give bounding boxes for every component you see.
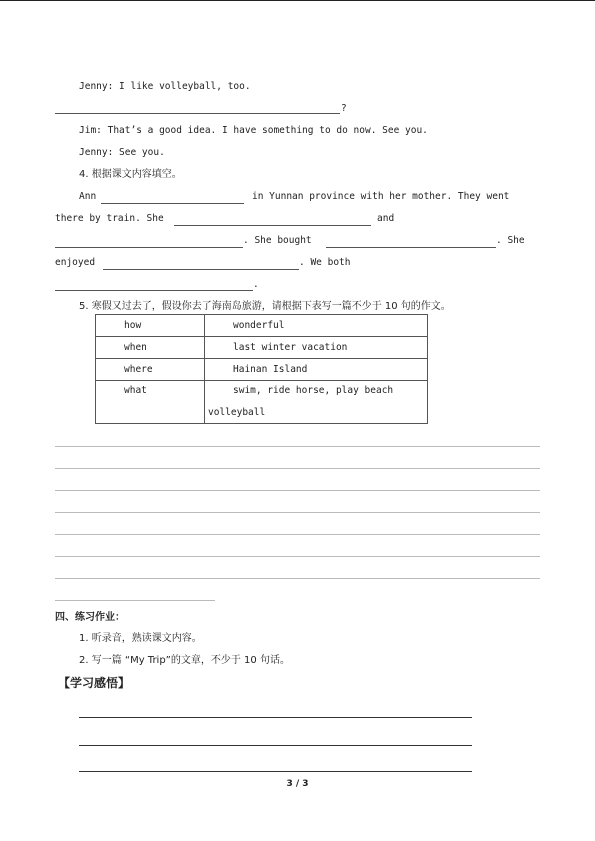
dialogue-jim-line: Jim: That’s a good idea. I have something to do now. See you. [79,125,428,136]
q4-there-by-train: there by train. She [55,213,164,224]
q4-blank-2[interactable] [174,225,371,226]
table-value-when: last winter vacation [205,337,428,359]
q4-blank-1[interactable] [101,203,244,204]
reflection-line-3[interactable] [79,771,472,772]
section4-item-1: 1. 听录音，熟读课文内容。 [79,633,202,644]
dialogue-jenny-line-2: Jenny: See you. [79,147,165,158]
reflection-heading: 【学习感悟】 [58,676,131,690]
q4-heading: 4. 根据课文内容填空。 [79,169,182,180]
trip-info-table [95,314,428,424]
reflection-line-1[interactable] [79,717,472,718]
writing-line-8[interactable] [55,600,215,601]
table-row [96,337,428,359]
question-mark: ? [341,103,347,114]
table-key-how: how [96,315,205,337]
table-value-what-cell [205,381,428,424]
writing-line-7[interactable] [55,578,540,579]
section4-item-2: 2. 写一篇 “My Trip”的文章，不少于 10 句话。 [79,655,290,666]
q4-blank-3[interactable] [55,247,243,248]
table-value-where: Hainan Island [205,359,428,381]
q4-and: and [377,213,395,224]
table-key-where: where [96,359,205,381]
q5-heading: 5. 寒假又过去了，假设你去了海南岛旅游，请根据下表写一篇不少于 10 句的作文。 [79,301,451,312]
table-value-what: swim, ride horse, play beach [233,385,394,396]
writing-line-4[interactable] [55,512,540,513]
dialogue-jenny-line-1: Jenny: I like volleyball, too. [79,81,251,92]
table-value-how: wonderful [205,315,428,337]
q4-in-yunnan: in Yunnan province with her mother. They went [252,191,510,202]
reflection-line-2[interactable] [79,745,472,746]
top-border [0,0,595,1]
page-number: 3 / 3 [286,779,309,789]
q4-blank-5[interactable] [103,269,299,270]
table-row [96,315,428,337]
table-row [96,381,428,424]
table-key-what: what [96,381,205,424]
q4-we-both: . We both [299,257,351,268]
writing-line-2[interactable] [55,468,540,469]
table-value-what-cont: volleyball [208,407,266,418]
q4-enjoyed: enjoyed [55,257,96,268]
table-key-when: when [96,337,205,359]
answer-blank-dialogue[interactable] [55,113,340,114]
writing-line-3[interactable] [55,490,540,491]
q4-blank-4[interactable] [326,247,496,248]
q4-she: . She [496,235,525,246]
section4-heading: 四、练习作业： [55,612,125,623]
q4-she-bought: . She bought [243,235,312,246]
writing-line-5[interactable] [55,534,540,535]
writing-line-6[interactable] [55,556,540,557]
q4-ann: Ann [79,191,97,202]
q4-blank-6[interactable] [55,290,253,291]
table-row [96,359,428,381]
writing-line-1[interactable] [55,446,540,447]
q4-end-dot: . [253,279,259,290]
